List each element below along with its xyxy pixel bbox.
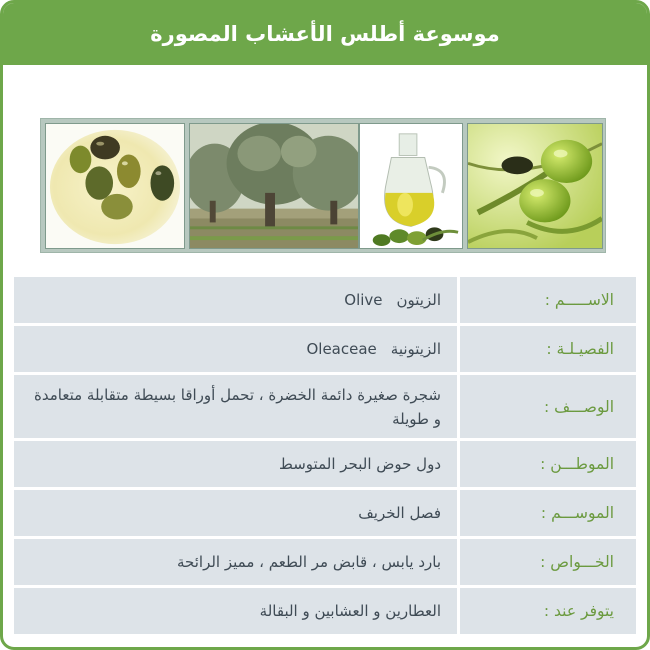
name-label: الاســـــم : [460,277,636,323]
available-at-value: العطارين و العشابين و البقالة [14,588,457,634]
available-at-label: يتوفر عند : [460,588,636,634]
name-value-arabic: الزيتون [396,291,441,309]
season-label: الموســـم : [460,490,636,536]
family-label: الفصيـلـة : [460,326,636,372]
olives-in-oil-photo [45,123,185,249]
olive-oil-cruet-photo [359,123,463,249]
name-value [14,277,457,323]
habitat-value: دول حوض البحر المتوسط [14,441,457,487]
properties-value: بارد يابس ، قابض مر الطعم ، مميز الرائحة [14,539,457,585]
table-row-description [14,375,636,438]
description-value: شجرة صغيرة دائمة الخضرة ، تحمل أوراقا بسيطة متقابلة متعامدة و طويلة [14,375,457,438]
properties-label: الخـــواص : [460,539,636,585]
habitat-label: الموطـــن : [460,441,636,487]
olive-grove-photo [189,123,359,249]
family-value [14,326,457,372]
page-title: موسوعة أطلس الأعشاب المصورة [150,22,500,46]
table-row-habitat [14,441,636,487]
table-row-family [14,326,636,372]
family-value-arabic: الزيتونية [390,340,441,358]
page-header [3,3,647,65]
name-value-latin: Olive [344,291,383,309]
table-row-season [14,490,636,536]
photo-gallery [40,118,606,253]
family-value-latin: Oleaceae [306,340,377,358]
table-row-properties [14,539,636,585]
table-row-available-at [14,588,636,634]
season-value: فصل الخريف [14,490,457,536]
description-label: الوصـــف : [460,375,636,438]
table-row-name [14,277,636,323]
green-olives-branch-photo [467,123,603,249]
